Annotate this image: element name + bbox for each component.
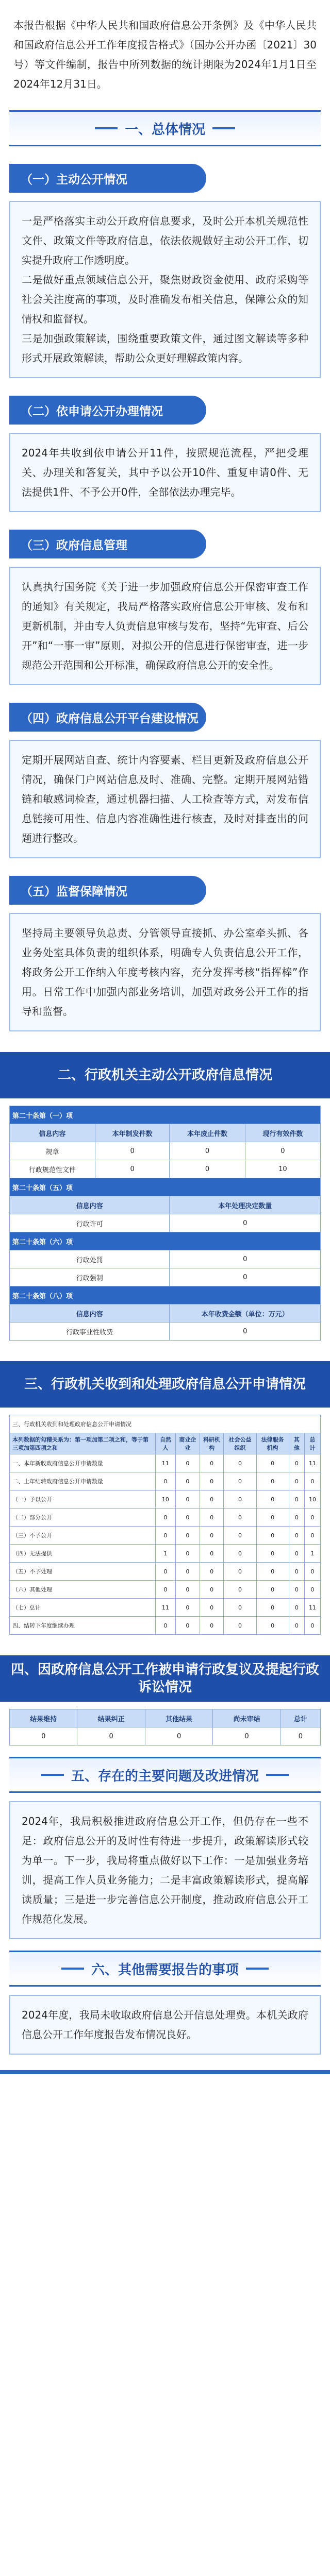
table-cell: 0	[305, 1581, 321, 1599]
table-cell: 行政强制	[10, 1268, 170, 1286]
table-row	[10, 1545, 321, 1563]
paragraph: 2024年共收到依申请公开11件，按照规范流程，严把受理关、办理关和答复关，其中予以公开10件、重复申请0件、无法提供1件、不予公开0件，全部依法办理完毕。	[22, 447, 308, 498]
col-header: 本年收费金额（单位：万元）	[170, 1304, 321, 1323]
decor-line	[246, 1968, 269, 1970]
paragraph: 二是做好重点领域信息公开，聚焦财政资金使用、政府采购等社会关注度高的事项，及时准确发布相关信息，保障公众的知情权和监督权。	[22, 274, 308, 325]
table-cell: 0	[200, 1490, 224, 1509]
table-section-header: 第二十条第（五）项	[10, 1178, 321, 1196]
table-cell: 0	[256, 1599, 289, 1617]
table-cell: 0	[155, 1581, 175, 1599]
col-header: 其他结果	[145, 1709, 212, 1727]
table-cell: 0	[256, 1509, 289, 1527]
active-disclosure-table	[9, 1106, 321, 1341]
col-header: 自然人	[155, 1433, 175, 1454]
table-cell: 0	[10, 1727, 77, 1745]
table-cell: 0	[176, 1617, 200, 1635]
table-cell: 0	[256, 1581, 289, 1599]
table-cell: 0	[224, 1472, 256, 1490]
table-cell: 0	[224, 1617, 256, 1635]
paragraph: 认真执行国务院《关于进一步加强政府信息公开保密审查工作的通知》有关规定，我局严格落实政府信息公开审核、发布和更新机制，并由专人负责信息审核与发布，坚持“先审查、后公开”和“一事一审”原则，对拟公开的信息进行保密审查，进一步规范公开范围和公开标准，确保政府信息公开的安全性。	[22, 581, 308, 671]
table-cell: 1	[155, 1545, 175, 1563]
table-cell: 0	[256, 1490, 289, 1509]
table-cell: 0	[170, 1160, 245, 1178]
table-cell: 0	[224, 1454, 256, 1472]
table-cell: 0	[155, 1509, 175, 1527]
sub-title-platform: （四）政府信息公开平台建设情况	[9, 703, 206, 732]
table-cell: 0	[289, 1490, 304, 1509]
table-row	[10, 1454, 321, 1472]
table-cell: 0	[176, 1527, 200, 1545]
application-table	[9, 1415, 321, 1635]
management-box	[9, 567, 321, 685]
table-cell: 行政事业性收费	[10, 1323, 170, 1341]
paragraph: 一是严格落实主动公开政府信息要求，及时公开本机关规范性文件、政策文件等政府信息，依法依规做好主动公开工作，切实提升政府工作透明度。	[22, 215, 308, 266]
table-row	[10, 1142, 321, 1160]
table-cell: （三）不予公开	[10, 1527, 156, 1545]
table-cell: （七）总计	[10, 1599, 156, 1617]
paragraph: 2024年，我局积极推进政府信息公开工作，但仍存在一些不足：政府信息公开的及时性有待进一步提升，政策解读形式较为单一。下一步，我局将重点做好以下工作：一是加强业务培训，提高工作人员业务能力；二是丰富政策解读形式，提高解读质量；三是进一步完善信息公开制度，推动政府信息公开工作规范化发展。	[22, 1815, 308, 1925]
section-6-title	[9, 1951, 321, 1987]
table-cell: 0	[289, 1599, 304, 1617]
table-cell: 0	[224, 1490, 256, 1509]
table-row	[10, 1490, 321, 1509]
table-cell: 0	[176, 1599, 200, 1617]
table-cell: 0	[170, 1250, 321, 1268]
table-cell: 0	[176, 1581, 200, 1599]
table-cell: 行政许可	[10, 1214, 170, 1232]
table-cell: 11	[155, 1454, 175, 1472]
table-row	[10, 1563, 321, 1581]
table-cell: 0	[256, 1617, 289, 1635]
table-cell: 0	[289, 1472, 304, 1490]
col-header: 信息内容	[10, 1124, 95, 1142]
table-cell: 0	[245, 1142, 320, 1160]
table-cell: 0	[256, 1454, 289, 1472]
table-cell: 0	[224, 1599, 256, 1617]
table-cell: 0	[256, 1472, 289, 1490]
table-cell: 0	[305, 1527, 321, 1545]
col-header: 法律服务机构	[256, 1433, 289, 1454]
table-row	[10, 1214, 321, 1232]
table-cell: 0	[200, 1509, 224, 1527]
application-box	[9, 433, 321, 512]
table-section-header: 第二十条第（六）项	[10, 1232, 321, 1250]
table-row	[10, 1527, 321, 1545]
table-cell: （一）予以公开	[10, 1490, 156, 1509]
table-cell: 0	[224, 1563, 256, 1581]
table-cell: 10	[155, 1490, 175, 1509]
review-table	[9, 1709, 321, 1745]
decor-line	[266, 1774, 289, 1776]
table-cell: 行政规范性文件	[10, 1160, 95, 1178]
section-1-title	[9, 110, 321, 146]
col-header: 尚未审结	[213, 1709, 280, 1727]
table-cell: 0	[170, 1142, 245, 1160]
section-6-label: 六、其他需要报告的事项	[91, 1962, 239, 1978]
table-cell: 0	[176, 1490, 200, 1509]
other-box	[9, 1995, 321, 2055]
table-cell: 0	[155, 1527, 175, 1545]
table-cell: 0	[200, 1527, 224, 1545]
table-cell: 0	[305, 1472, 321, 1490]
table-cell: 0	[256, 1527, 289, 1545]
paragraph: 坚持局主要领导负总责、分管领导直接抓、办公室牵头抓、各业务处室具体负责的组织体系，明确专人负责信息公开工作，将政务公开工作纳入年度考核内容，充分发挥考核“指挥棒”作用。日常工作中加强内部业务培训，加强对政务公开工作的指导和监督。	[22, 927, 308, 1018]
table-row	[10, 1727, 321, 1745]
table-row	[10, 1581, 321, 1599]
table-row	[10, 1599, 321, 1617]
table-section-header: 第二十条第（八）项	[10, 1286, 321, 1304]
table-cell: 11	[155, 1599, 175, 1617]
active-disclosure-box	[9, 201, 321, 378]
table-cell: 二、上年结转政府信息公开申请数量	[10, 1472, 156, 1490]
sub-title-active-disclosure: （一）主动公开情况	[9, 164, 206, 193]
table-cell: 0	[200, 1599, 224, 1617]
table-cell: （二）部分公开	[10, 1509, 156, 1527]
table-cell: 0	[170, 1323, 321, 1341]
table-cell: 规章	[10, 1142, 95, 1160]
table-cell: 0	[95, 1142, 170, 1160]
table-cell: 0	[289, 1581, 304, 1599]
table-cell: 0	[289, 1617, 304, 1635]
section-3-banner: 三、行政机关收到和处理政府信息公开申请情况	[0, 1361, 330, 1408]
col-header: 总计	[280, 1709, 320, 1727]
col-header: 总计	[305, 1433, 321, 1454]
platform-box	[9, 740, 321, 858]
table-cell: 0	[176, 1472, 200, 1490]
supervision-box	[9, 913, 321, 1031]
sub-title-application: （二）依申请公开办理情况	[9, 396, 206, 425]
table-cell: 0	[95, 1160, 170, 1178]
table-section-header: 第二十条第（一）项	[10, 1106, 321, 1124]
col-header: 信息内容	[10, 1196, 170, 1214]
sub-title-supervision: （五）监督保障情况	[9, 876, 206, 905]
table-cell: 0	[200, 1581, 224, 1599]
table-cell: 0	[170, 1214, 321, 1232]
table-cell: 行政处罚	[10, 1250, 170, 1268]
decor-line	[212, 127, 235, 129]
table-cell: 10	[305, 1490, 321, 1509]
table-row	[10, 1509, 321, 1527]
intro-text: 本报告根据《中华人民共和国政府信息公开条例》及《中华人民共和国政府信息公开工作年度报告格式》（国办公开办函〔2021〕30号）等文件编制，报告中所列数据的统计期限为2024年1月1日至2024年12月31日。	[13, 19, 317, 90]
table-cell: （六）其他处理	[10, 1581, 156, 1599]
problems-box	[9, 1801, 321, 1939]
col-header: 信息内容	[10, 1304, 170, 1323]
col-header: 商业企业	[176, 1433, 200, 1454]
table-cell: 0	[305, 1509, 321, 1527]
table-cell: 0	[305, 1563, 321, 1581]
table-row	[10, 1250, 321, 1268]
table-cell: 0	[145, 1727, 212, 1745]
col-header: 社会公益组织	[224, 1433, 256, 1454]
col-header: 结果纠正	[77, 1709, 145, 1727]
table-caption: 三、行政机关收到和处理政府信息公开申请情况	[10, 1415, 321, 1433]
col-header: 科研机构	[200, 1433, 224, 1454]
table-cell: 0	[176, 1509, 200, 1527]
col-header: 其他	[289, 1433, 304, 1454]
footer-divider	[0, 2070, 330, 2074]
section-5-label: 五、存在的主要问题及改进情况	[71, 1768, 259, 1784]
section-4-banner: 四、因政府信息公开工作被申请行政复议及提起行政诉讼情况	[0, 1655, 330, 1702]
table-cell: （五）不予处理	[10, 1563, 156, 1581]
table-row	[10, 1268, 321, 1286]
table-cell: 0	[280, 1727, 320, 1745]
paragraph: 三是加强政策解读，围绕重要政策文件，通过图文解读等多种形式开展政策解读，帮助公众更好理解政策内容。	[22, 332, 308, 364]
decor-line	[41, 1774, 64, 1776]
table-cell: 0	[176, 1563, 200, 1581]
table-cell: 0	[200, 1454, 224, 1472]
table-cell: 0	[224, 1527, 256, 1545]
table-cell: 0	[213, 1727, 280, 1745]
table-cell: 0	[77, 1727, 145, 1745]
section-5-title	[9, 1757, 321, 1793]
section-1-label: 一、总体情况	[124, 122, 205, 138]
table-cell: 0	[155, 1472, 175, 1490]
table-row	[10, 1160, 321, 1178]
col-header: 现行有效件数	[245, 1124, 320, 1142]
table-cell: 0	[200, 1472, 224, 1490]
decor-line	[95, 127, 118, 129]
section-2-banner: 二、行政机关主动公开政府信息情况	[0, 1052, 330, 1098]
table-cell: 0	[200, 1563, 224, 1581]
table-cell: 0	[289, 1527, 304, 1545]
table-cell: 1	[305, 1545, 321, 1563]
table-cell: 0	[176, 1545, 200, 1563]
decor-line	[61, 1968, 84, 1970]
table-cell: 0	[224, 1581, 256, 1599]
table-cell: 0	[200, 1617, 224, 1635]
col-header: 本年废止件数	[170, 1124, 245, 1142]
table-cell: 0	[170, 1268, 321, 1286]
table-cell: 四、结转下年度继续办理	[10, 1617, 156, 1635]
col-header: 结果维持	[10, 1709, 77, 1727]
table-cell: 0	[176, 1454, 200, 1472]
table-row	[10, 1617, 321, 1635]
table-cell: 0	[289, 1563, 304, 1581]
table-cell: 0	[224, 1509, 256, 1527]
table-cell: 0	[224, 1545, 256, 1563]
table-cell: 0	[305, 1617, 321, 1635]
table-cell: 一、本年新收政府信息公开申请数量	[10, 1454, 156, 1472]
table-row	[10, 1472, 321, 1490]
col-header: 本年制发件数	[95, 1124, 170, 1142]
table-cell: 0	[289, 1545, 304, 1563]
table-cell: 0	[256, 1545, 289, 1563]
table-cell: 0	[200, 1545, 224, 1563]
sub-title-management: （三）政府信息管理	[9, 530, 206, 558]
col-header: 本年处理决定数量	[170, 1196, 321, 1214]
table-row	[10, 1323, 321, 1341]
table-cell: 0	[289, 1454, 304, 1472]
table-cell: 0	[155, 1563, 175, 1581]
table-cell: 11	[305, 1599, 321, 1617]
table-cell: （四）无法提供	[10, 1545, 156, 1563]
table-cell: 11	[305, 1454, 321, 1472]
col-header: 本列数据的勾稽关系为：第一项加第二项之和，等于第三项加第四项之和	[10, 1433, 156, 1454]
table-cell: 0	[289, 1509, 304, 1527]
table-cell: 10	[245, 1160, 320, 1178]
paragraph: 2024年度，我局未收取政府信息公开信息处理费。本机关政府信息公开工作年度报告发布情况良好。	[22, 2009, 308, 2041]
table-cell: 0	[155, 1617, 175, 1635]
table-cell: 0	[256, 1563, 289, 1581]
paragraph: 定期开展网站自查、统计内容要素、栏目更新及政府信息公开情况，确保门户网站信息及时、准确、完整。定期开展网站错链和敏感词检查，通过机器扫描、人工检查等方式，对发布信息链接可用性、信息内容准确性进行核查，及时对排查出的问题进行整改。	[22, 754, 308, 844]
